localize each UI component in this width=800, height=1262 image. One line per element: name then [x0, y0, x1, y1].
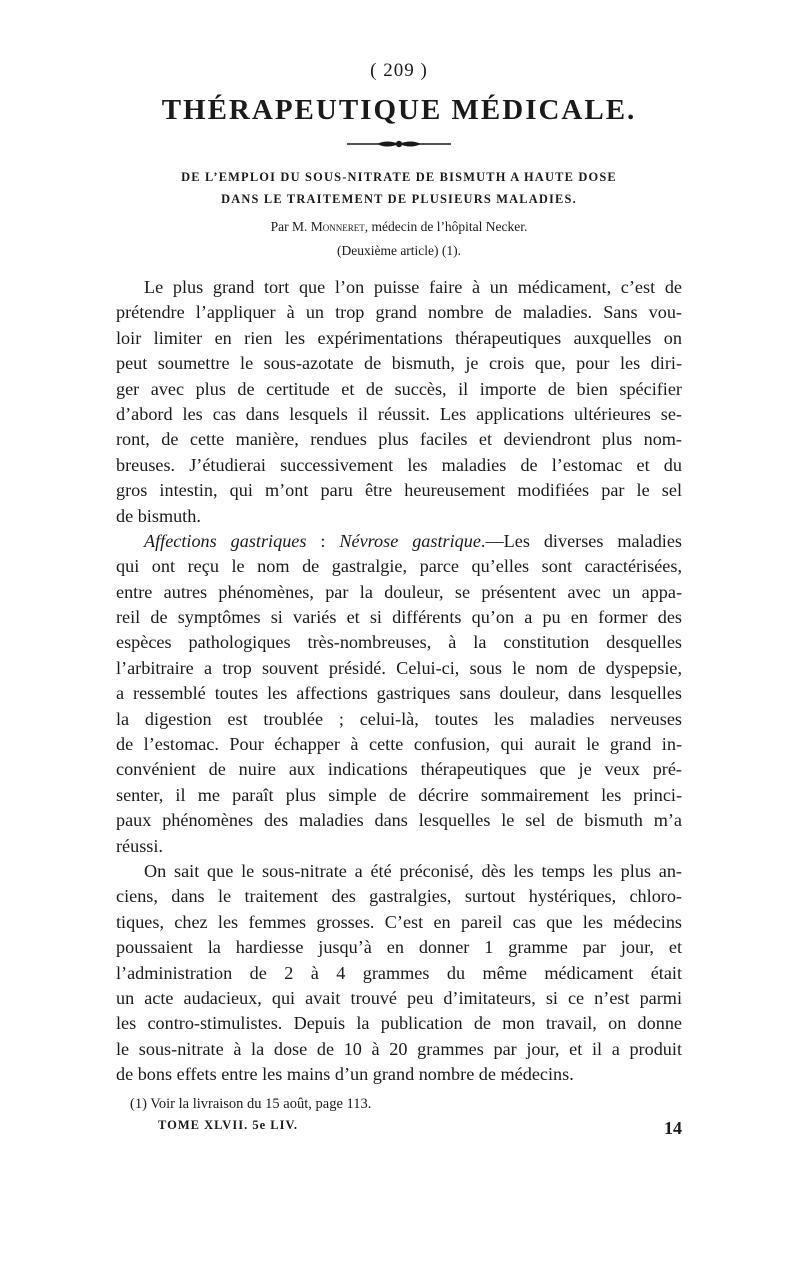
- text-line: la digestion est troublée ; celui-là, toutes les maladies nerveuses: [116, 708, 682, 729]
- text-line: paux phénomènes des maladies dans lesquelles le sel de bismuth m’a: [116, 810, 682, 831]
- article-title-line: DE L’EMPLOI DU SOUS-NITRATE DE BISMUTH A HAUTE DOSE: [181, 170, 617, 184]
- text-line: On sait que le sous-nitrate a été préconisé, dès les temps les plus an-: [144, 860, 682, 881]
- paragraph-3: [116, 859, 682, 1088]
- printer-signature: [116, 1118, 682, 1139]
- text-line: poussaient la hardiesse jusqu’à en donner 1 gramme par jour, et: [116, 937, 682, 958]
- text-line: tiques, chez les femmes grosses. C’est en pareil cas que les médecins: [116, 911, 682, 932]
- text-line: un acte audacieux, qui avait trouvé peu d’imitateurs, si ce n’est parmi: [116, 987, 682, 1008]
- text-line: les contro-stimulistes. Depuis la publication de mon travail, on donne: [116, 1013, 682, 1034]
- text-line: de bismuth.: [116, 505, 201, 526]
- section-title: THÉRAPEUTIQUE MÉDICALE.: [161, 94, 637, 126]
- byline: [116, 219, 682, 241]
- byline-prefix: Par M.: [270, 219, 308, 234]
- text-line: senter, il me paraît plus simple de décrire sommairement les princi-: [116, 784, 682, 805]
- article-body: [116, 275, 682, 1088]
- installment-note: (Deuxième article) (1).: [336, 243, 462, 258]
- text-line: réussi.: [116, 835, 163, 856]
- text-line: ger avec plus de certitude et de succès, il importe de bien spécifier: [116, 378, 682, 399]
- text-line: Le plus grand tort que l’on puisse faire à un médicament, c’est de: [144, 277, 682, 297]
- article-title-line: DANS LE TRAITEMENT DE PLUSIEURS MALADIES.: [221, 192, 577, 206]
- text-line: prétendre l’appliquer à un trop grand nombre de maladies. Sans vou-: [116, 302, 682, 323]
- text-line: gros intestin, qui m’ont paru être heureusement modifiées par le sel: [116, 480, 682, 501]
- paragraph-2: [116, 529, 682, 859]
- text-line: ront, de cette manière, rendues plus faciles et deviendront plus nom-: [116, 429, 682, 450]
- article-title: [116, 166, 682, 210]
- text-line: a ressemblé toutes les affections gastriques sans douleur, dans lesquelles: [116, 683, 682, 704]
- text-line: peut soumettre le sous-azotate de bismuth, je crois que, pour les diri-: [116, 353, 682, 374]
- sheet-number: 14: [664, 1117, 682, 1138]
- author-name: Monneret: [310, 219, 365, 234]
- text-line: [116, 529, 682, 554]
- italic-subheading: Névrose gastrique: [339, 530, 481, 551]
- text-line: loir limiter en rien les expérimentations thérapeutiques auxquelles on: [116, 327, 682, 348]
- text-line: d’abord les cas dans lesquels il réussit. Les applications ultérieures se-: [116, 403, 682, 424]
- paragraph-1: [116, 275, 682, 529]
- text-line: breuses. J’étudierai successivement les maladies de l’estomac et du: [116, 454, 682, 475]
- book-page: [116, 56, 682, 1139]
- text-line: de l’estomac. Pour échapper à cette confusion, qui aurait le grand in-: [116, 734, 682, 755]
- first-line-rest: .—Les diverses maladies: [480, 530, 682, 551]
- text-line: le sous-nitrate à la dose de 10 à 20 grammes par jour, et il a produit: [116, 1038, 682, 1059]
- ornamental-rule-icon: [116, 138, 682, 152]
- text-line: ciens, dans le traitement des gastralgies, surtout hystériques, chloro-: [116, 886, 682, 907]
- volume-mark: TOME XLVII. 5e LIV.: [158, 1117, 298, 1132]
- text-line: entre autres phénomènes, par la douleur, se présentent avec un appa-: [116, 581, 682, 602]
- heading-separator: :: [306, 530, 340, 551]
- text-line: qui ont reçu le nom de gastralgie, parce qu’elles sont caractérisées,: [116, 556, 682, 577]
- page-number: ( 209 ): [370, 60, 428, 81]
- text-line: l’arbitraire a trop souvent présidé. Celui-ci, sous le nom de dyspepsie,: [116, 657, 682, 678]
- text-line: l’administration de 2 à 4 grammes du même médicament était: [116, 962, 682, 983]
- footnote: (1) Voir la livraison du 15 août, page 113.: [130, 1095, 372, 1112]
- text-line: convénient de nuire aux indications thérapeutiques que je veux pré-: [116, 759, 682, 780]
- text-line: espèces pathologiques très-nombreuses, à la constitution desquelles: [116, 632, 682, 653]
- byline-suffix: , médecin de l’hôpital Necker.: [364, 219, 528, 234]
- italic-heading: Affections gastriques: [144, 530, 307, 551]
- text-line: de bons effets entre les mains d’un grand nombre de médecins.: [116, 1064, 574, 1085]
- text-line: reil de symptômes si variés et si différents qu’on a pu en former des: [116, 607, 682, 628]
